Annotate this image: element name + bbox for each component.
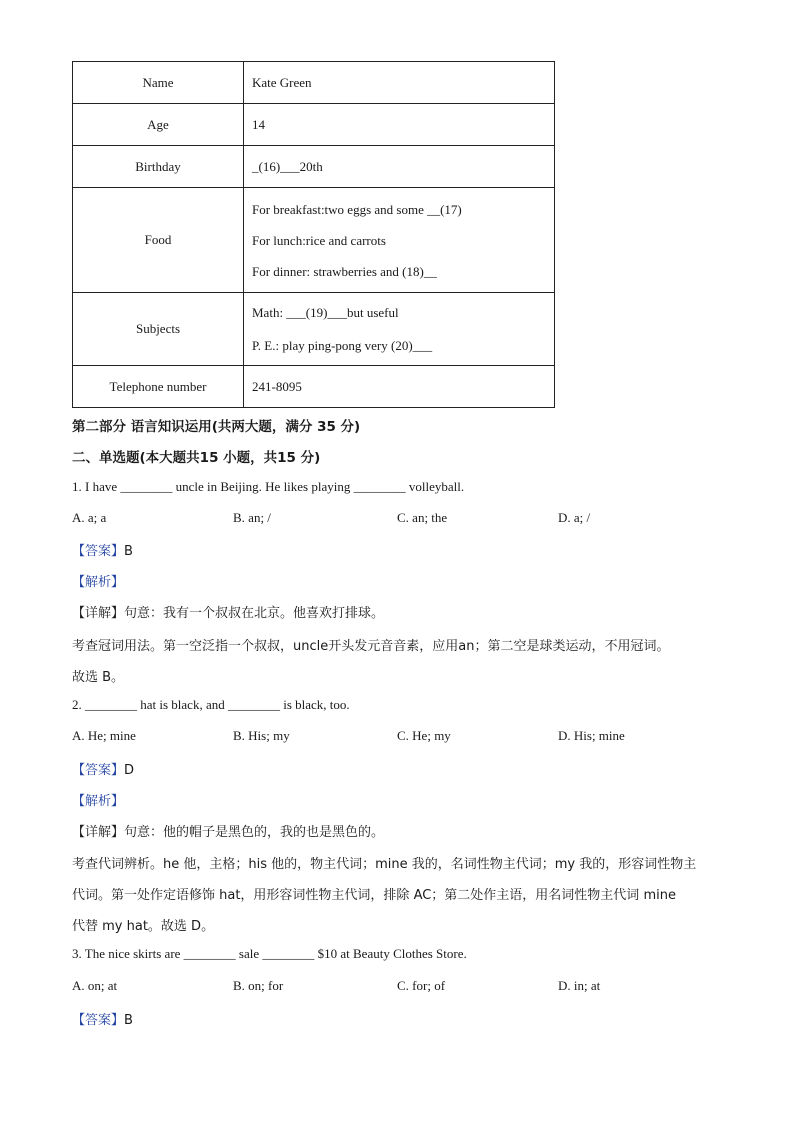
food-line: For lunch:rice and carrots xyxy=(252,232,386,248)
subject-line: Math: ___(19)___but useful xyxy=(252,305,399,320)
row-value: 14 xyxy=(244,104,555,146)
explain-line: 故选 B。 xyxy=(72,670,125,685)
detail-line xyxy=(72,602,384,621)
analysis-line xyxy=(72,571,124,590)
analysis-label: 【解析】 xyxy=(72,575,125,590)
answer-value: D xyxy=(124,763,135,778)
option-d: D. in; at xyxy=(558,978,601,993)
row-key: Food xyxy=(73,188,244,293)
answer-label: 【答案】 xyxy=(72,1013,125,1028)
detail-text: 句意：我有一个叔叔在北京。他喜欢打排球。 xyxy=(124,606,385,621)
table-row xyxy=(73,188,555,293)
row-key: Telephone number xyxy=(73,366,244,408)
row-value xyxy=(244,293,555,366)
detail-text: 句意：他的帽子是黑色的，我的也是黑色的。 xyxy=(124,825,385,840)
option-b: B. on; for xyxy=(233,978,284,993)
option-d: D. a; / xyxy=(558,510,591,525)
row-value: Kate Green xyxy=(244,62,555,104)
option-c: C. for; of xyxy=(397,978,446,993)
food-line: For dinner: strawberries and (18)__ xyxy=(252,263,437,279)
student-info-table xyxy=(72,61,555,408)
table-row xyxy=(73,62,555,104)
subject-line: P. E.: play ping-pong very (20)___ xyxy=(252,338,433,353)
option-b: B. an; / xyxy=(233,510,271,525)
detail-label: 【详解】 xyxy=(72,606,125,621)
row-key: Subjects xyxy=(73,293,244,366)
option-a: A. a; a xyxy=(72,510,107,525)
table-row xyxy=(73,104,555,146)
analysis-line xyxy=(72,790,124,809)
answer-value: B xyxy=(124,1013,133,1028)
explain-line: 考查代词辨析。he 他，主格；his 他的，物主代词；mine 我的，名词性物主代词；my 我的，形容词性物主 xyxy=(72,857,697,872)
answer-line xyxy=(72,1009,133,1028)
option-a: A. on; at xyxy=(72,978,118,993)
option-c: C. an; the xyxy=(397,510,448,525)
row-key: Age xyxy=(73,104,244,146)
table-row xyxy=(73,293,555,366)
option-c: C. He; my xyxy=(397,728,451,743)
explain-line: 考查冠词用法。第一空泛指一个叔叔，uncle开头发元音音素，应用an；第二空是球类运动，不用冠词。 xyxy=(72,639,670,654)
option-b: B. His; my xyxy=(233,728,290,743)
explain-line: 代词。第一处作定语修饰 hat，用形容词性物主代词，排除 AC；第二处作主语，用名词性物主代词 mine xyxy=(72,888,676,903)
question-stem: 2. ________ hat is black, and ________ is black, too. xyxy=(72,697,350,712)
food-line: For breakfast:two eggs and some __(17) xyxy=(252,201,462,217)
row-value: 241-8095 xyxy=(244,366,555,408)
part-heading: 第二部分 语言知识运用(共两大题，满分 35 分) xyxy=(72,419,361,435)
option-a: A. He; mine xyxy=(72,728,136,743)
explain-line: 代替 my hat。故选 D。 xyxy=(72,919,215,934)
detail-label: 【详解】 xyxy=(72,825,125,840)
row-key: Name xyxy=(73,62,244,104)
table-row xyxy=(73,146,555,188)
row-key: Birthday xyxy=(73,146,244,188)
row-value xyxy=(244,188,555,293)
option-d: D. His; mine xyxy=(558,728,625,743)
answer-line xyxy=(72,759,134,778)
section-heading: 二、单选题(本大题共15 小题，共15 分) xyxy=(72,450,321,466)
row-value: _(16)___20th xyxy=(244,146,555,188)
answer-label: 【答案】 xyxy=(72,763,125,778)
detail-line xyxy=(72,821,384,840)
table-row xyxy=(73,366,555,408)
question-stem: 3. The nice skirts are ________ sale ________ $10 at Beauty Clothes Store. xyxy=(72,946,467,961)
analysis-label: 【解析】 xyxy=(72,794,125,809)
answer-value: B xyxy=(124,544,133,559)
answer-line xyxy=(72,540,133,559)
question-stem: 1. I have ________ uncle in Beijing. He likes playing ________ volleyball. xyxy=(72,479,465,494)
answer-label: 【答案】 xyxy=(72,544,125,559)
